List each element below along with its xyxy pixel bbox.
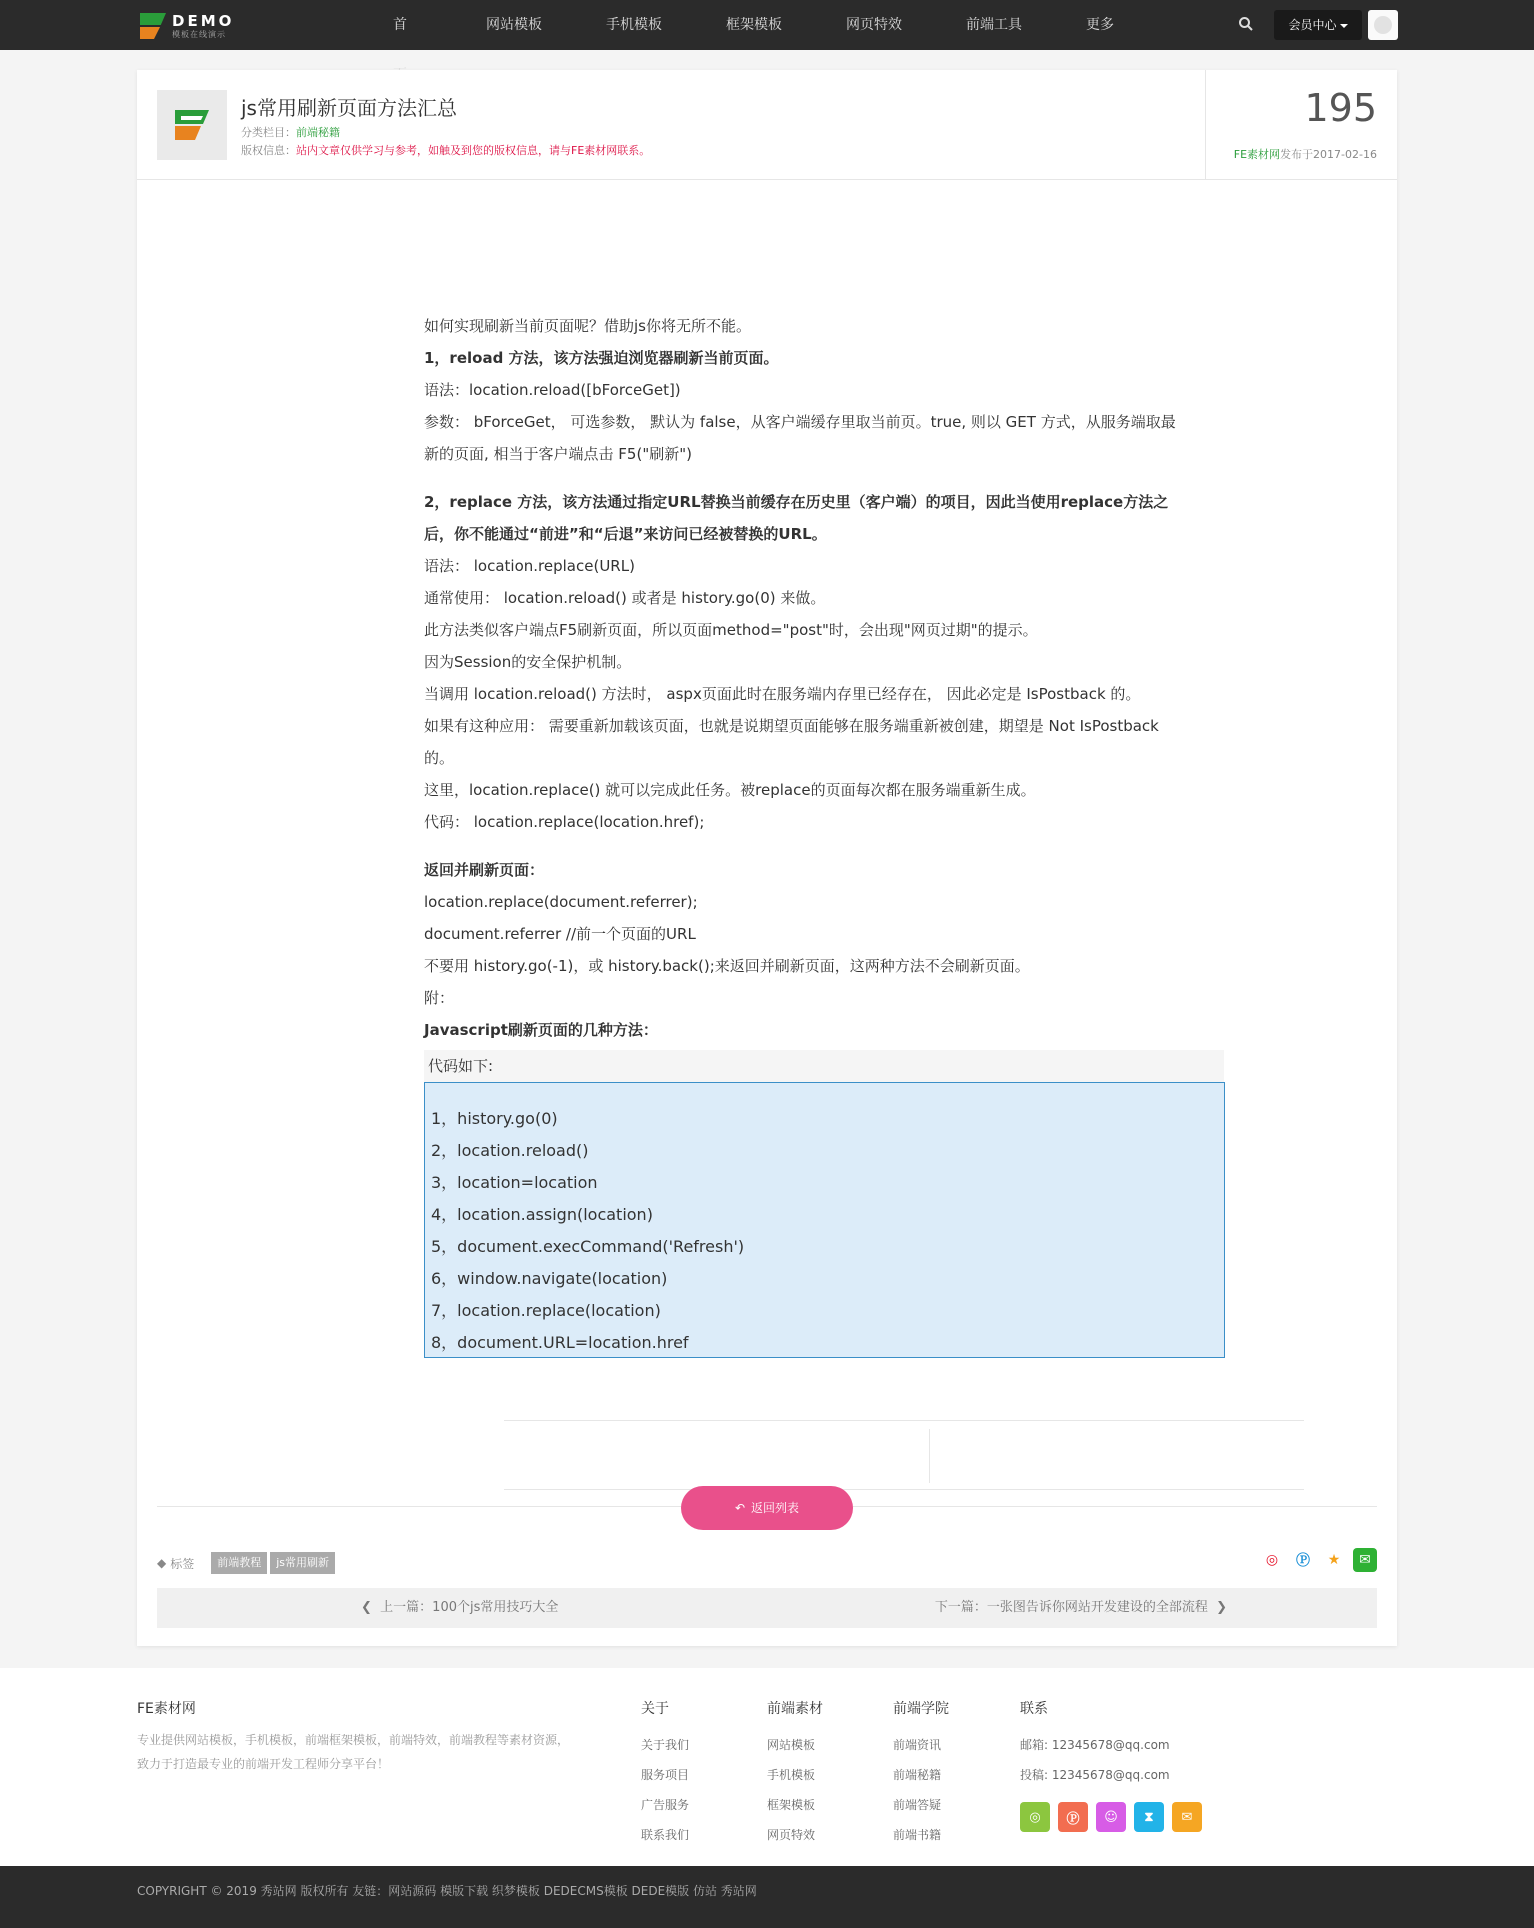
- code-line: 5，document.execCommand('Refresh'): [431, 1237, 745, 1256]
- footer-col-title: 联系: [1020, 1701, 1048, 1717]
- code-line: 1，history.go(0): [431, 1109, 558, 1128]
- footer-col-materials: [767, 1698, 823, 1850]
- article-paragraph: 的。: [424, 749, 455, 767]
- article-paragraph: document.referrer //前一个页面的URL: [424, 925, 696, 943]
- footer-col-title: 前端学院: [893, 1701, 949, 1717]
- share-buttons: [1253, 1548, 1377, 1572]
- wechat-icon[interactable]: ✉: [1353, 1548, 1377, 1572]
- qq-icon[interactable]: ☺: [1096, 1802, 1126, 1832]
- nav-item-frontend-tools[interactable]: 前端工具: [966, 17, 1022, 33]
- avatar[interactable]: [1368, 10, 1398, 40]
- footer-col-title: 关于: [641, 1701, 669, 1717]
- logo-title: DEMO: [172, 11, 235, 30]
- publish-info: [1234, 146, 1377, 162]
- footer-link[interactable]: 前端书籍: [893, 1828, 942, 1842]
- weibo-icon[interactable]: ◎: [1265, 1552, 1279, 1568]
- publish-date: 发布于2017-02-16: [1280, 148, 1377, 161]
- category-link[interactable]: 前端秘籍: [296, 126, 340, 139]
- logo-icon: [140, 13, 166, 39]
- code-line: 7，location.replace(location): [431, 1301, 661, 1320]
- prev-article-label: 上一篇：100个js常用技巧大全: [380, 1600, 559, 1615]
- copyright-text: 站内文章仅供学习与参考，如触及到您的版权信息，请与FE素材网联系。: [296, 144, 651, 157]
- nav-item-more[interactable]: 更多: [1086, 17, 1114, 33]
- article-paragraph: 代码： location.replace(location.href);: [424, 813, 705, 831]
- footer-link[interactable]: 关于我们: [641, 1738, 690, 1752]
- footer-link[interactable]: 网站模板: [767, 1738, 816, 1752]
- nav-item-web-effects[interactable]: 网页特效: [846, 17, 902, 33]
- chevron-down-icon: [1340, 24, 1348, 28]
- article-paragraph: 因为Session的安全保护机制。: [424, 653, 632, 671]
- article-paragraph: 后，你不能通过“前进”和“后退”来访问已经被替换的URL。: [424, 525, 827, 543]
- footer-link[interactable]: 广告服务: [641, 1798, 690, 1812]
- article-paragraph: 1，reload 方法，该方法强迫浏览器刷新当前页面。: [424, 349, 779, 367]
- article-paragraph: 这里，location.replace() 就可以完成此任务。被replace的页面每次都在服务端重新生成。: [424, 781, 1036, 799]
- footer-link[interactable]: 框架模板: [767, 1798, 816, 1812]
- paragraph-gap: [424, 470, 1224, 486]
- code-line: 2，location.reload(): [431, 1141, 589, 1160]
- site-footer: [0, 1668, 1534, 1866]
- next-article-label: 下一篇：一张图告诉你网站开发建设的全部流程: [934, 1600, 1208, 1615]
- article-paragraph: 参数： bForceGet， 可选参数， 默认为 false，从客户端缓存里取当前页。true, 则以 GET 方式，从服务端取最: [424, 413, 1176, 431]
- fe-logo-icon: [171, 104, 213, 146]
- chevron-right-icon: ❯: [1207, 1600, 1227, 1615]
- prev-next-nav: [157, 1588, 1377, 1628]
- article-paragraph: 返回并刷新页面：: [424, 861, 545, 879]
- footer-link[interactable]: 手机模板: [767, 1768, 816, 1782]
- tag-icon: ◆: [157, 1556, 167, 1570]
- top-navbar: [0, 0, 1534, 50]
- code-line: 3，location=location: [431, 1173, 598, 1192]
- footer-link[interactable]: 前端秘籍: [893, 1768, 942, 1782]
- tag-row: [157, 1552, 335, 1574]
- article-paragraph: 新的页面, 相当于客户端点击 F5("刷新"): [424, 445, 692, 463]
- code-block: [424, 1082, 1225, 1358]
- tag-item[interactable]: 前端教程: [211, 1552, 267, 1574]
- footer-link[interactable]: 网页特效: [767, 1828, 816, 1842]
- nav-item-website-templates[interactable]: 网站模板: [486, 17, 542, 33]
- views-panel: [1205, 70, 1397, 180]
- bottom-bar: [0, 1866, 1534, 1928]
- footer-col-about: [641, 1698, 689, 1850]
- footer-description: 专业提供网站模板，手机模板，前端框架模板，前端特效，前端教程等素材资源，致力于打造最专业的前端开发工程师分享平台！: [137, 1733, 570, 1771]
- article-meta: [241, 124, 650, 160]
- footer-col-contact: [1020, 1698, 1170, 1790]
- tencent-weibo-icon[interactable]: Ⓟ: [1058, 1802, 1088, 1832]
- contact-email: 邮箱: 12345678@qq.com: [1020, 1738, 1170, 1752]
- article-paragraph: 语法：location.reload([bForceGet]): [424, 381, 681, 399]
- footer-col-academy: [893, 1698, 949, 1850]
- reply-icon: ↶: [734, 1501, 746, 1515]
- nav-item-mobile-templates[interactable]: 手机模板: [606, 17, 662, 33]
- publisher-link[interactable]: FE素材网: [1233, 148, 1281, 161]
- footer-link[interactable]: 服务项目: [641, 1768, 690, 1782]
- article-paragraph: 如果有这种应用： 需要重新加载该页面，也就是说期望页面能够在服务端重新被创建，期望是 Not IsPostback: [424, 717, 1159, 735]
- page-title: js常用刷新页面方法汇总: [241, 96, 457, 120]
- article-header: [137, 70, 1397, 180]
- article-paragraph: 不要用 history.go(-1)，或 history.back();来返回并刷新页面，这两种方法不会刷新页面。: [424, 957, 1030, 975]
- article-paragraph: location.replace(document.referrer);: [424, 893, 698, 911]
- article-paragraph: 当调用 location.reload() 方法时， aspx页面此时在服务端内存里已经存在， 因此必定是 IsPostback 的。: [424, 685, 1141, 703]
- article-body: [424, 310, 1224, 1046]
- weibo-icon[interactable]: ◎: [1020, 1802, 1050, 1832]
- article-thumbnail: [157, 90, 227, 160]
- site-logo[interactable]: [140, 12, 234, 40]
- article-paragraph: Javascript刷新页面的几种方法：: [424, 1021, 658, 1039]
- member-center-button[interactable]: [1274, 10, 1362, 40]
- article-paragraph: 如何实现刷新当前页面呢？借助js你将无所不能。: [424, 317, 751, 335]
- code-header: 代码如下:: [424, 1050, 1224, 1082]
- copyright-label: 版权信息：: [241, 144, 296, 157]
- tags-label: 标签: [170, 1556, 195, 1571]
- back-to-list-label: 返回列表: [751, 1501, 800, 1515]
- footer-link[interactable]: 前端资讯: [893, 1738, 942, 1752]
- search-icon[interactable]: [1238, 16, 1254, 32]
- wechat-icon[interactable]: ✉: [1172, 1802, 1202, 1832]
- qzone-star-icon[interactable]: ★: [1327, 1552, 1341, 1568]
- article-paragraph: 语法： location.replace(URL): [424, 557, 635, 575]
- paragraph-gap: [424, 838, 1224, 854]
- category-label: 分类栏目：: [241, 126, 296, 139]
- article-paragraph: 此方法类似客户端点F5刷新页面，所以页面method="post"时，会出现"网页过期"的提示。: [424, 621, 1038, 639]
- member-center-label: 会员中心: [1288, 18, 1337, 32]
- footer-brand: FE素材网: [137, 1701, 196, 1717]
- related-box: [504, 1420, 1304, 1490]
- view-count: 195: [1304, 86, 1377, 130]
- code-line: 4，location.assign(location): [431, 1205, 653, 1224]
- nav-item-frame-templates[interactable]: 框架模板: [726, 17, 782, 33]
- article-paragraph: 附：: [424, 989, 455, 1007]
- chevron-left-icon: ❮: [361, 1600, 381, 1615]
- social-links: [1020, 1802, 1210, 1832]
- logo-subtitle: 模板在线演示: [172, 29, 226, 39]
- tag-item[interactable]: js常用刷新: [270, 1552, 335, 1574]
- footer-link[interactable]: 联系我们: [641, 1828, 690, 1842]
- code-line: 6，window.navigate(location): [431, 1269, 668, 1288]
- copyright-footer: COPYRIGHT © 2019 秀站网 版权所有 友链：网站源码 模版下载 织梦模板 DEDECMS模板 DEDE模版 仿站 秀站网: [137, 1884, 757, 1898]
- contact-submit: 投稿: 12345678@qq.com: [1020, 1768, 1170, 1782]
- article-card: [137, 70, 1397, 1646]
- prev-article-link[interactable]: [361, 1588, 558, 1628]
- footer-link[interactable]: 前端答疑: [893, 1798, 942, 1812]
- code-line: 8，document.URL=location.href: [431, 1333, 689, 1352]
- next-article-link[interactable]: [935, 1588, 1227, 1628]
- rss-icon[interactable]: ⧗: [1134, 1802, 1164, 1832]
- nav-item-home[interactable]: 首: [393, 17, 407, 33]
- article-paragraph: 通常使用： location.reload() 或者是 history.go(0) 来做。: [424, 589, 826, 607]
- article-paragraph: 2，replace 方法，该方法通过指定URL替换当前缓存在历史里（客户端）的项目，因此当使用replace方法之: [424, 493, 1169, 511]
- back-to-list-button[interactable]: [681, 1486, 853, 1530]
- footer-col-title: 前端素材: [767, 1701, 823, 1717]
- tencent-weibo-icon[interactable]: Ⓟ: [1296, 1553, 1310, 1569]
